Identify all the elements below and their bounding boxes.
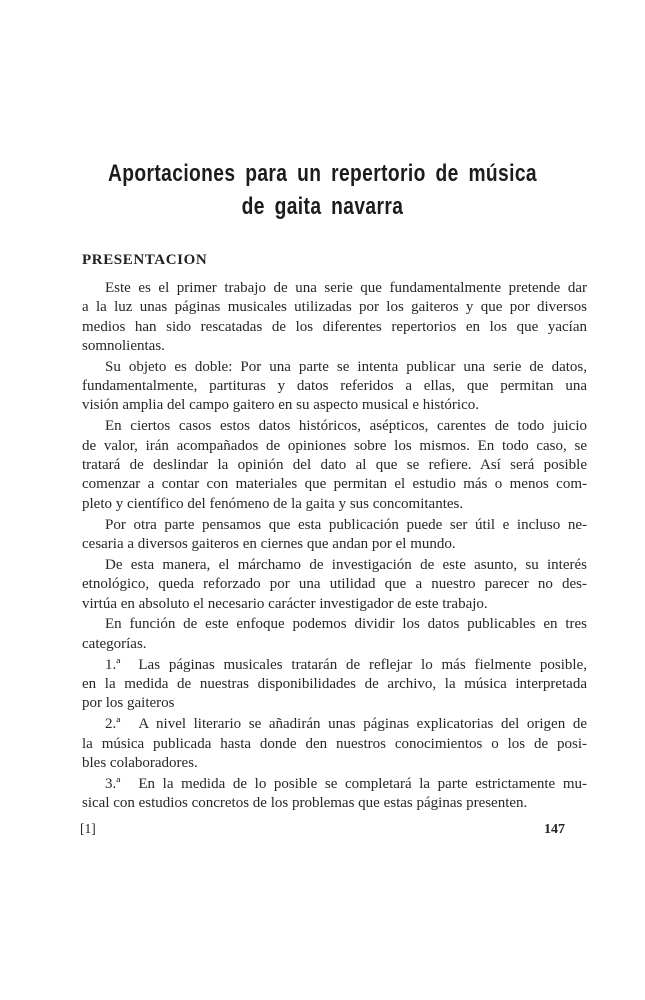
item-text: Las páginas musicales tratarán de reflejar lo más fielmente posible, (138, 656, 587, 673)
text-line: comenzar a contar con materiales que permitan el estudio más o menos com- (82, 476, 587, 493)
numbered-item (82, 656, 587, 714)
text-line: En función de este enfoque podemos dividir los datos publicables en tres (105, 616, 587, 633)
article-title-line1: Aportaciones para un repertorio de música (107, 160, 538, 187)
text-line (82, 656, 587, 675)
text-line: virtúa en absoluto el necesario carácter investigador de este trabajo. (82, 595, 488, 612)
text-line (82, 715, 587, 734)
text-line: a la luz unas páginas musicales utilizadas por los gaiteros y que por diversos (82, 299, 587, 316)
text-line: fundamentalmente, partituras y datos referidos a ellas, que permitan una (82, 378, 587, 395)
numbered-item (82, 715, 587, 773)
body-paragraph (82, 358, 587, 416)
article-body (82, 251, 587, 815)
item-number: 2.ª (105, 716, 121, 733)
text-line: bles colaboradores. (82, 754, 198, 771)
page-number: 147 (544, 822, 565, 837)
text-line: medios han sido rescatadas de los diferentes repertorios en los que yacían (82, 318, 587, 335)
body-paragraph (82, 417, 587, 513)
page-footer (80, 821, 565, 838)
text-line: pleto y científico del fenómeno de la gaita y sus concomitantes. (82, 495, 464, 512)
text-line: la música publicada hasta donde den nuestros conocimientos o los de posi- (82, 735, 587, 752)
text-line: visión amplia del campo gaitero en su aspecto musical e histórico. (82, 397, 479, 414)
text-line: tratará de deslindar la opinión del dato al que se refiere. Así será posible (82, 457, 587, 474)
text-line: Este es el primer trabajo de una serie que fundamentalmente pretende dar (105, 280, 587, 296)
text-line: de valor, irán acompañados de opiniones sobre los mismos. En todo caso, se (82, 437, 587, 454)
body-paragraph (82, 556, 587, 614)
text-line: Por otra parte pensamos que esta publicación puede ser útil e incluso ne- (105, 516, 587, 533)
body-paragraph (82, 516, 587, 555)
text-line (82, 775, 587, 794)
numbered-item (82, 775, 587, 814)
item-number: 1.ª (105, 656, 121, 673)
article-title-line2: de gaita navarra (241, 193, 404, 220)
text-line: cesaria a diversos gaiteros en ciernes que andan por el mundo. (82, 535, 456, 552)
text-line: por los gaiteros (82, 695, 175, 712)
section-heading: PRESENTACION (82, 252, 208, 268)
text-line: De esta manera, el márchamo de investigación de este asunto, su interés (105, 556, 587, 573)
item-text: En la medida de lo posible se completará la parte estrictamente mu- (138, 775, 587, 792)
text-line: sical con estudios concretos de los problemas que estas páginas presenten. (82, 795, 528, 812)
sequence-marker: [1] (80, 821, 96, 836)
body-paragraph (82, 615, 587, 654)
text-line: en la medida de nuestras disponibilidades de archivo, la música interpretada (82, 676, 587, 693)
article-title (65, 157, 581, 223)
item-text: A nivel literario se añadirán unas páginas explicatorias del origen de (138, 716, 587, 733)
text-line: somnolientas. (82, 337, 165, 354)
item-number: 3.ª (105, 775, 121, 792)
text-line: Su objeto es doble: Por una parte se intenta publicar una serie de datos, (105, 358, 587, 375)
body-paragraph (82, 279, 587, 356)
text-line: categorías. (82, 635, 147, 652)
text-line: En ciertos casos estos datos históricos, asépticos, carentes de todo juicio (105, 418, 587, 435)
text-line: etnológico, queda reforzado por una utilidad que a nuestro parecer no des- (82, 576, 587, 593)
